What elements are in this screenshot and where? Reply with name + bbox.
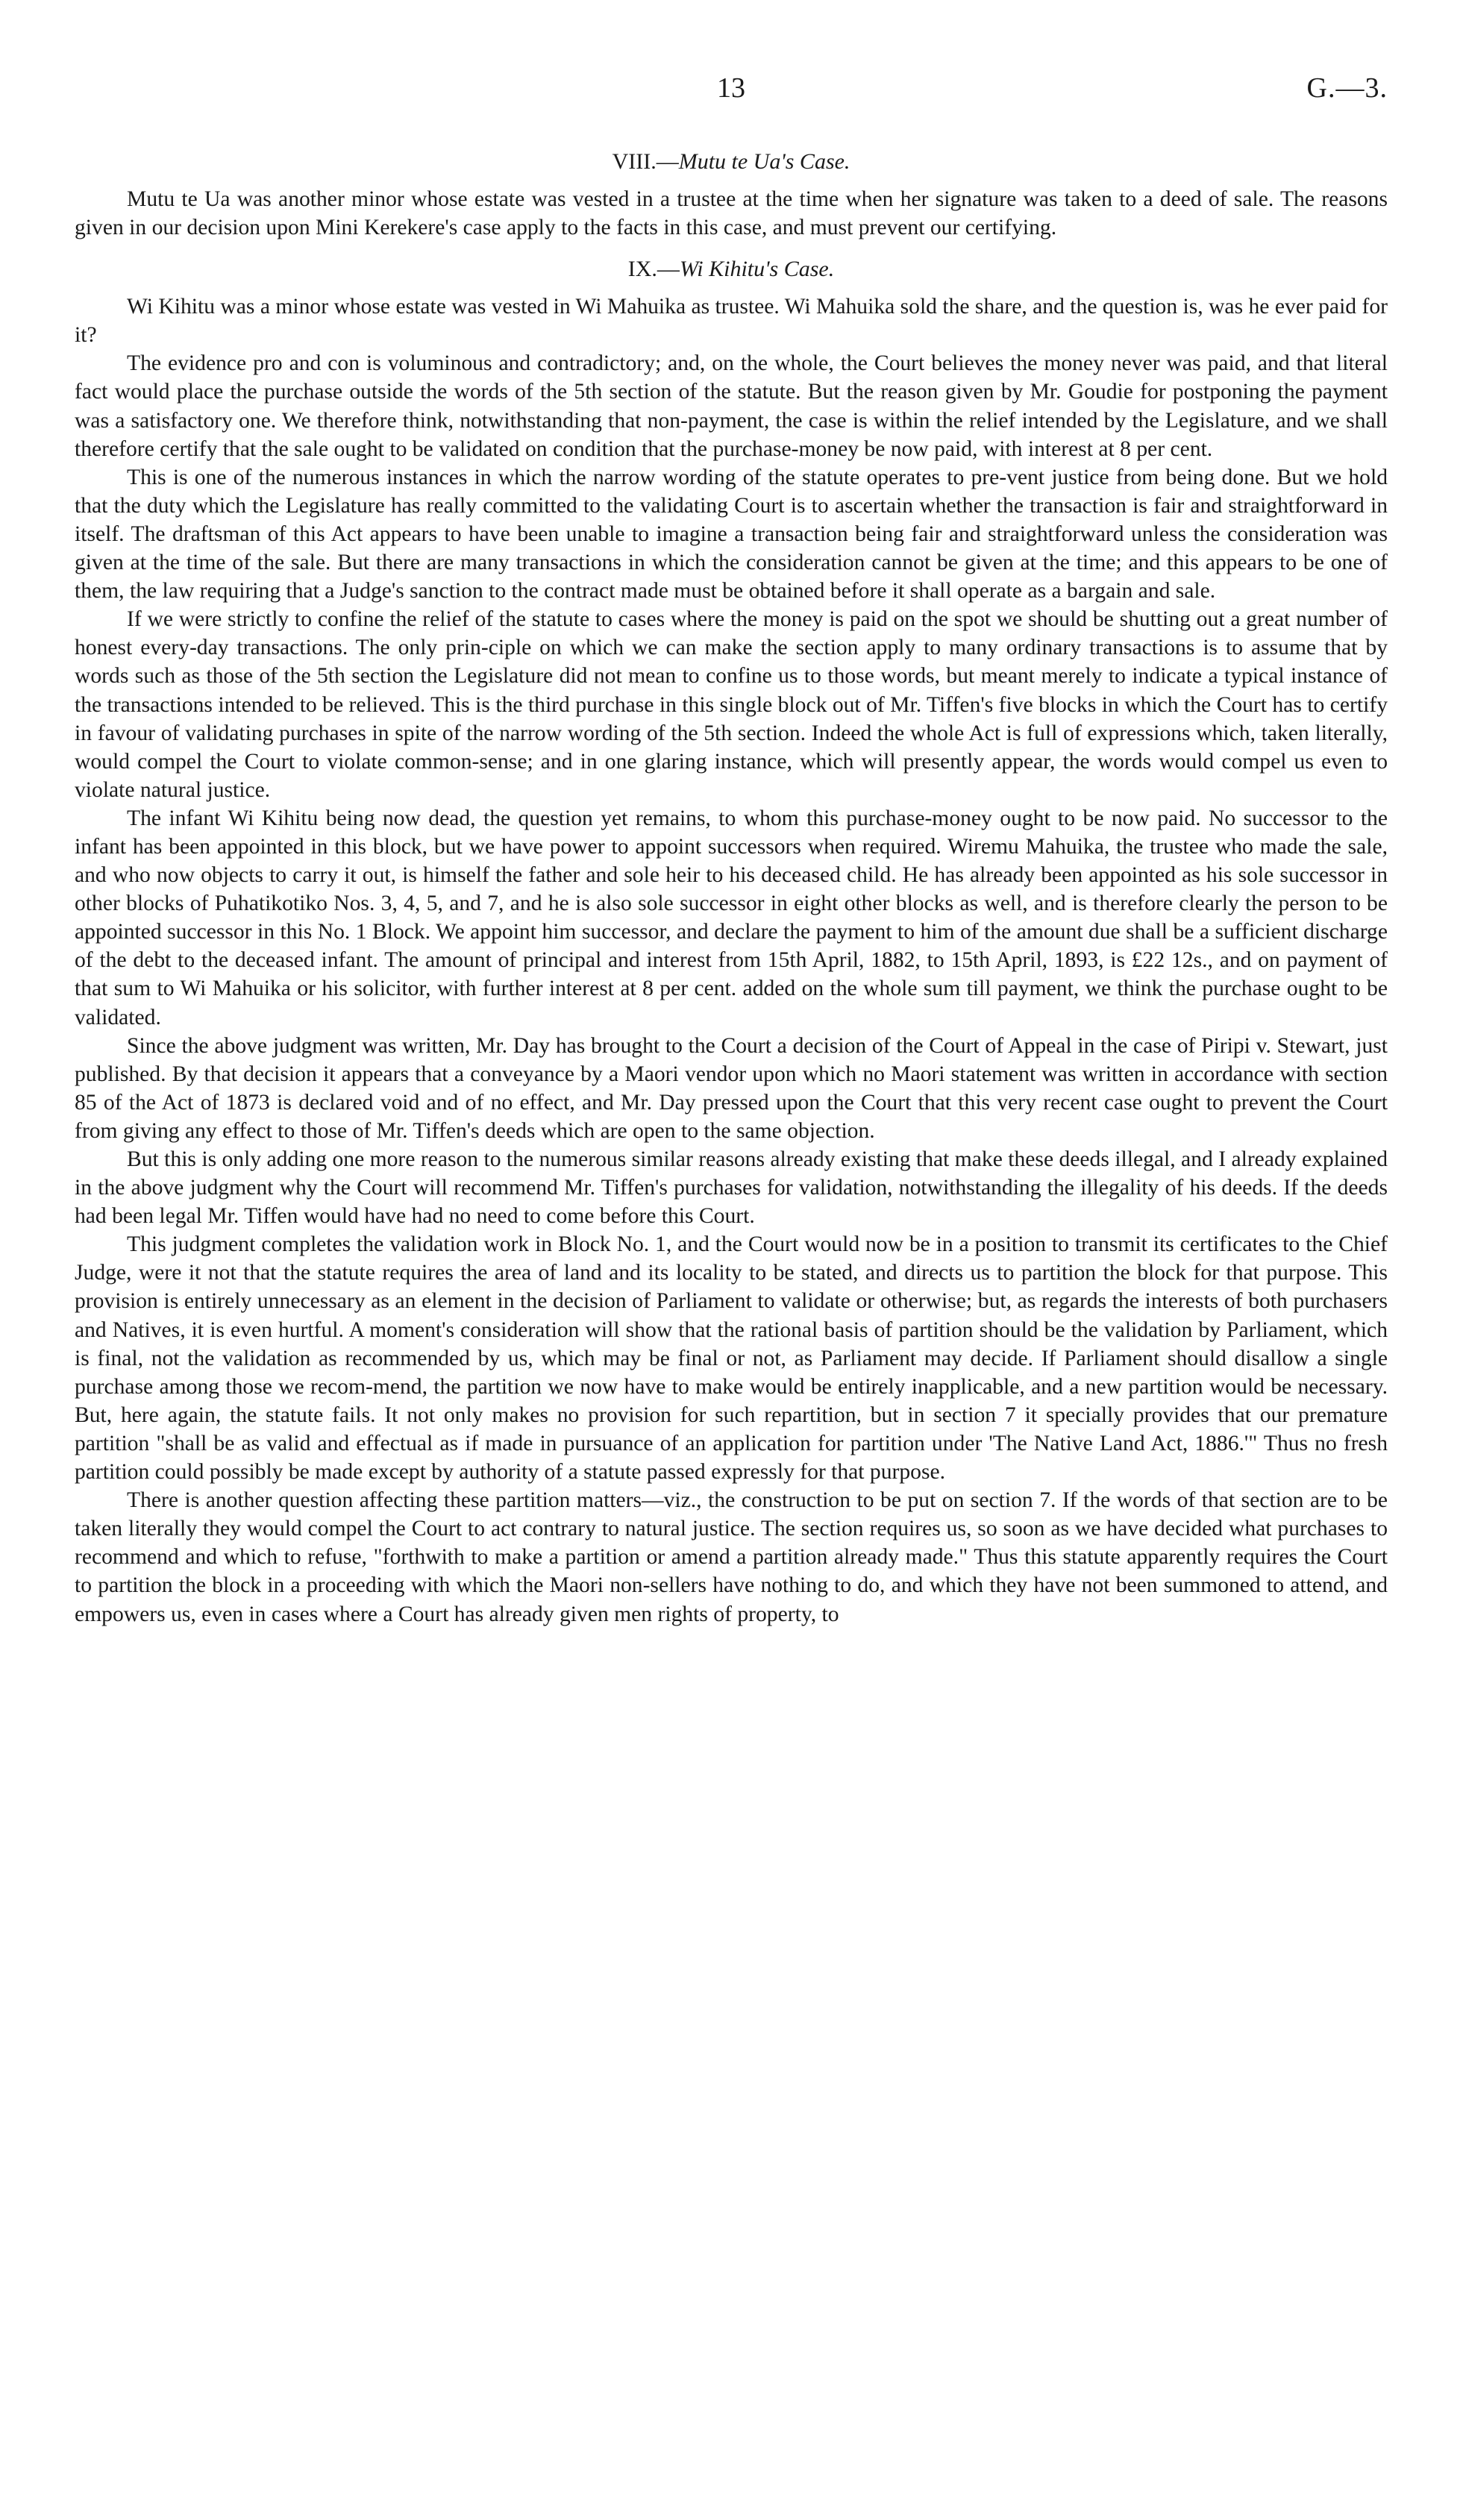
page-header	[75, 72, 1388, 116]
paragraph: There is another question affecting these partition matters—viz., the construction to be put on section 7. If the words of that section are to be taken literally they would compel the Court to act contrary to natural justice. The section requires us, so soon as we have decided what purchases to recommend and which to refuse, "forthwith to make a partition or amend a partition already made." Thus this statute apparently requires the Court to partition the block in a proceeding with which the Maori non-sellers have nothing to do, and which they have not been summoned to attend, and empowers us, even in cases where a Court has already given men rights of property, to	[75, 1488, 1388, 1626]
paragraph: Since the above judgment was written, Mr. Day has brought to the Court a decision of the Court of Appeal in the case of Piripi v. Stewart, just published. By that decision it appears that a conveyance by a Maori vendor upon which no Maori statement was written in accordance with section 85 of the Act of 1873 is declared void and of no effect, and Mr. Day pressed upon the Court that this very recent case ought to prevent the Court from giving any effect to those of Mr. Tiffen's deeds which are open to the same objection.	[75, 1033, 1388, 1143]
paragraph: But this is only adding one more reason to the numerous similar reasons already existing that make these deeds illegal, and I already explained in the above judgment why the Court will recommend Mr. Tiffen's purchases for validation, notwithstanding the illegality of his deeds. If the deeds had been legal Mr. Tiffen would have had no need to come before this Court.	[75, 1147, 1388, 1229]
section-title: Mutu te Ua's Case.	[678, 149, 850, 174]
section-numeral: IX.—	[627, 257, 680, 282]
section-heading-viii	[75, 146, 1388, 178]
paragraph: The infant Wi Kihitu being now dead, the question yet remains, to whom this purchase-money ought to be now paid. No successor to the infant has been appointed in this block, but we have power to appoint successors when required. Wiremu Mahuika, the trustee who made the sale, and who now objects to carry it out, is himself the father and sole heir to his deceased child. He has already been appointed as his sole successor in other blocks of Puhatikotiko Nos. 3, 4, 5, and 7, and he is also sole successor in eight other blocks as well, and is therefore clearly the person to be appointed successor in this No. 1 Block. We appoint him successor, and declare the payment to him of the amount due shall be a sufficient discharge of the debt to the deceased infant. The amount of principal and interest from 15th April, 1882, to 15th April, 1893, is £22 12s., and on payment of that sum to Wi Mahuika or his solicitor, with further interest at 8 per cent. added on the whole sum till payment, we think the purchase ought to be validated.	[75, 806, 1388, 1029]
section-title: Wi Kihitu's Case.	[679, 257, 835, 282]
paragraph: Mutu te Ua was another minor whose estate was vested in a trustee at the time when her signature was taken to a deed of sale. The reasons given in our decision upon Mini Kerekere's case apply to the facts in this case, and must prevent our certifying.	[75, 187, 1388, 240]
paragraph: This is one of the numerous instances in which the narrow wording of the statute operates to pre-vent justice from being done. But we hold that the duty which the Legislature has really committed to the validating Court is to ascertain whether the transaction is fair and straightforward in itself. The draftsman of this Act appears to have been unable to imagine a transaction being fair and straightforward unless the consideration was given at the time of the sale. But there are many transactions in which the consideration cannot be given at the time; and this appears to be one of them, the law requiring that a Judge's sanction to the contract made must be obtained before it shall operate as a bargain and sale.	[75, 465, 1388, 604]
section-numeral: VIII.—	[612, 149, 679, 174]
document-body	[75, 146, 1388, 1629]
paragraph: The evidence pro and con is voluminous and contradictory; and, on the whole, the Court believes the money never was paid, and that literal fact would place the purchase outside the words of the 5th section of the statute. But the reason given by Mr. Goudie for postponing the payment was a satisfactory one. We therefore think, notwithstanding that non-payment, the case is within the relief intended by the Legislature, and we shall therefore certify that the sale ought to be validated on condition that the purchase-money be now paid, with interest at 8 per cent.	[75, 351, 1388, 461]
page-number: 13	[717, 72, 745, 104]
paragraph: This judgment completes the validation work in Block No. 1, and the Court would now be in a position to transmit its certificates to the Chief Judge, were it not that the statute requires the area of land and its locality to be stated, and directs us to partition the block for that purpose. This provision is entirely unnecessary as an element in the decision of Parliament to validate or otherwise; but, as regards the interests of both purchasers and Natives, it is even hurtful. A moment's consideration will show that the rational basis of partition should be the validation by Parliament, which is final, not the validation as recommended by us, which may be final or not, as Parliament may decide. If Parliament should disallow a single purchase among those we recom-mend, the partition we now have to make would be entirely inapplicable, and a new partition would be necessary. But, here again, the statute fails. It not only makes no provision for such repartition, but in section 7 it specially provides that our premature partition "shall be as valid and effectual as if made in pursuance of an application for partition under 'The Native Land Act, 1886.'" Thus no fresh partition could possibly be made except by authority of a statute passed expressly for that purpose.	[75, 1232, 1388, 1485]
section-heading-ix	[75, 254, 1388, 285]
paragraph: Wi Kihitu was a minor whose estate was vested in Wi Mahuika as trustee. Wi Mahuika sold the share, and the question is, was he ever paid for it?	[75, 295, 1388, 348]
paper-reference: G.—3.	[1306, 72, 1388, 104]
paragraph: If we were strictly to confine the relief of the statute to cases where the money is paid on the spot we should be shutting out a great number of honest every-day transactions. The only prin-ciple on which we can make the section apply to many ordinary transactions is to assume that by words such as those of the 5th section the Legislature did not mean to confine us to those words, but meant merely to indicate a typical instance of the transactions intended to be relieved. This is the third purchase in this single block out of Mr. Tiffen's five blocks in which the Court has to certify in favour of validating purchases in spite of the narrow wording of the 5th section. Indeed the whole Act is full of expressions which, taken literally, would compel the Court to violate common-sense; and in one glaring instance, which will presently appear, the words would compel us even to violate natural justice.	[75, 607, 1388, 802]
document-page	[75, 0, 1388, 2520]
